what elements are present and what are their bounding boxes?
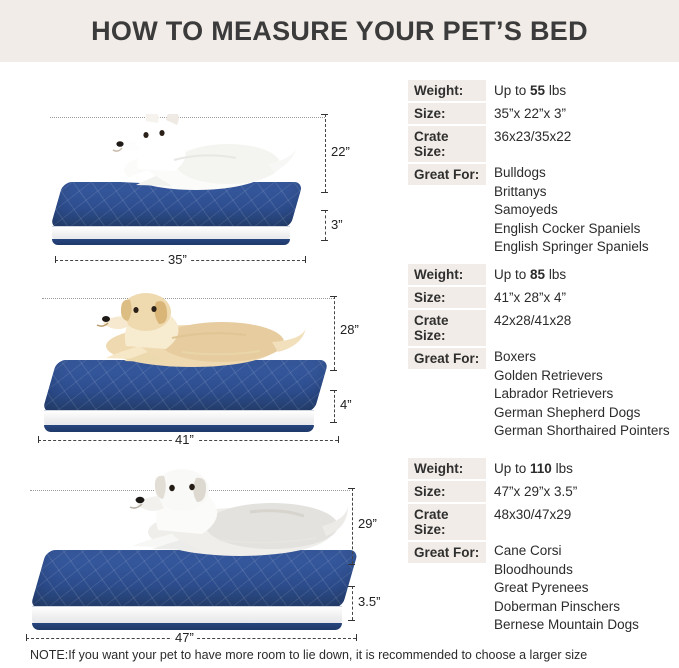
header-banner [0,0,679,62]
spec-row-weight [408,458,679,479]
breed-item: English Cocker Spaniels [494,220,641,236]
breed-item: German Shepherd Dogs [494,404,641,420]
breed-item: Golden Retrievers [494,367,603,383]
weight-prefix: Up to [494,461,531,476]
size-chart [0,62,679,645]
breed-item: Boxers [494,349,537,364]
breed-item: Bernese Mountain Dogs [494,617,639,632]
weight-number: 110 [530,461,552,476]
weight-suffix: lbs [545,83,567,98]
spec-label-weight: Weight: [408,80,486,101]
spec-label-crate-size: Crate Size: [408,310,486,346]
spec-table-xlarge [408,458,679,637]
breed-item: Great Pyrenees [494,580,589,595]
bed-illustration-large [0,250,400,447]
spec-label-crate-size: Crate Size: [408,126,486,162]
spec-table-large [408,264,679,443]
breed-list [486,348,670,441]
breed-item: Bloodhounds [494,561,573,577]
spec-value-size: 35”x 22”x 3” [494,106,567,121]
dim-label-length-47: 47” [172,630,197,645]
spec-label-great-for: Great For: [408,164,486,185]
weight-number: 85 [530,267,546,282]
spec-row-great-for [408,542,679,635]
dim-line-height-35 [352,586,353,620]
spec-label-great-for: Great For: [408,348,486,369]
weight-prefix: Up to [494,267,531,282]
spec-row-size [408,287,679,308]
weight-suffix: lbs [551,461,573,476]
spec-value-crate-size: 36x23/35x22 [494,129,572,144]
spec-row-weight [408,80,679,101]
spec-row-crate-size [408,126,679,162]
size-section-medium [0,62,679,267]
breed-item: German Shorthaired Pointers [494,423,670,438]
spec-value-weight [486,80,566,101]
spec-value-size: 41”x 28”x 4” [494,290,567,305]
spec-table-medium [408,80,679,259]
dog-photo-golden-retriever [62,288,312,374]
bed-illustration-xlarge [0,438,400,645]
breed-item: English Springer Spaniels [494,239,649,254]
dog-photo-samoyed [78,114,308,194]
spec-row-crate-size [408,504,679,540]
breed-item: Bulldogs [494,165,546,180]
dim-line-height-3 [325,210,326,240]
weight-suffix: lbs [545,267,567,282]
spec-value-size: 47”x 29”x 3.5” [494,484,578,499]
spec-value-weight [486,458,573,479]
dim-line-width-29 [352,488,353,564]
dim-label-width-22: 22” [328,144,353,159]
dim-label-length-35: 35” [165,252,190,267]
breed-item: Brittanys [494,183,547,199]
breed-item: Labrador Retrievers [494,386,614,401]
spec-value-crate-size: 42x28/41x28 [494,313,572,328]
breed-item: Samoyeds [494,202,558,217]
page-title: HOW TO MEASURE YOUR PET’S BED [91,15,588,46]
spec-label-weight: Weight: [408,264,486,285]
dim-label-width-28: 28” [337,322,362,337]
spec-label-crate-size: Crate Size: [408,504,486,540]
dog-photo-great-pyrenees [100,464,350,564]
spec-row-size [408,103,679,124]
breed-list [486,164,649,257]
spec-label-weight: Weight: [408,458,486,479]
spec-row-great-for [408,164,679,257]
note-text: NOTE:If you want your pet to have more room to lie down, it is recommended to choose a larger size [30,648,588,662]
dim-line-width-28 [334,296,335,370]
spec-value-crate-size: 48x30/47x29 [494,507,572,522]
dim-label-height-3: 3” [328,217,346,232]
dim-label-height-4: 4” [337,397,355,412]
dim-line-width-22 [325,114,326,192]
size-section-large [0,250,679,447]
weight-number: 55 [530,83,546,98]
dim-label-height-35: 3.5” [355,594,383,609]
dim-label-length-41: 41” [172,432,197,447]
spec-row-weight [408,264,679,285]
spec-label-size: Size: [408,103,486,124]
breed-item: Doberman Pinschers [494,598,621,614]
breed-item: Cane Corsi [494,543,562,558]
spec-label-size: Size: [408,287,486,308]
size-section-xlarge [0,438,679,645]
spec-row-size [408,481,679,502]
spec-row-crate-size [408,310,679,346]
weight-prefix: Up to [494,83,531,98]
dim-label-width-29: 29” [355,516,380,531]
spec-value-weight [486,264,566,285]
bed-illustration-medium [0,62,400,267]
spec-label-size: Size: [408,481,486,502]
breed-list [486,542,639,635]
spec-label-great-for: Great For: [408,542,486,563]
dim-line-height-4 [334,390,335,422]
spec-row-great-for [408,348,679,441]
